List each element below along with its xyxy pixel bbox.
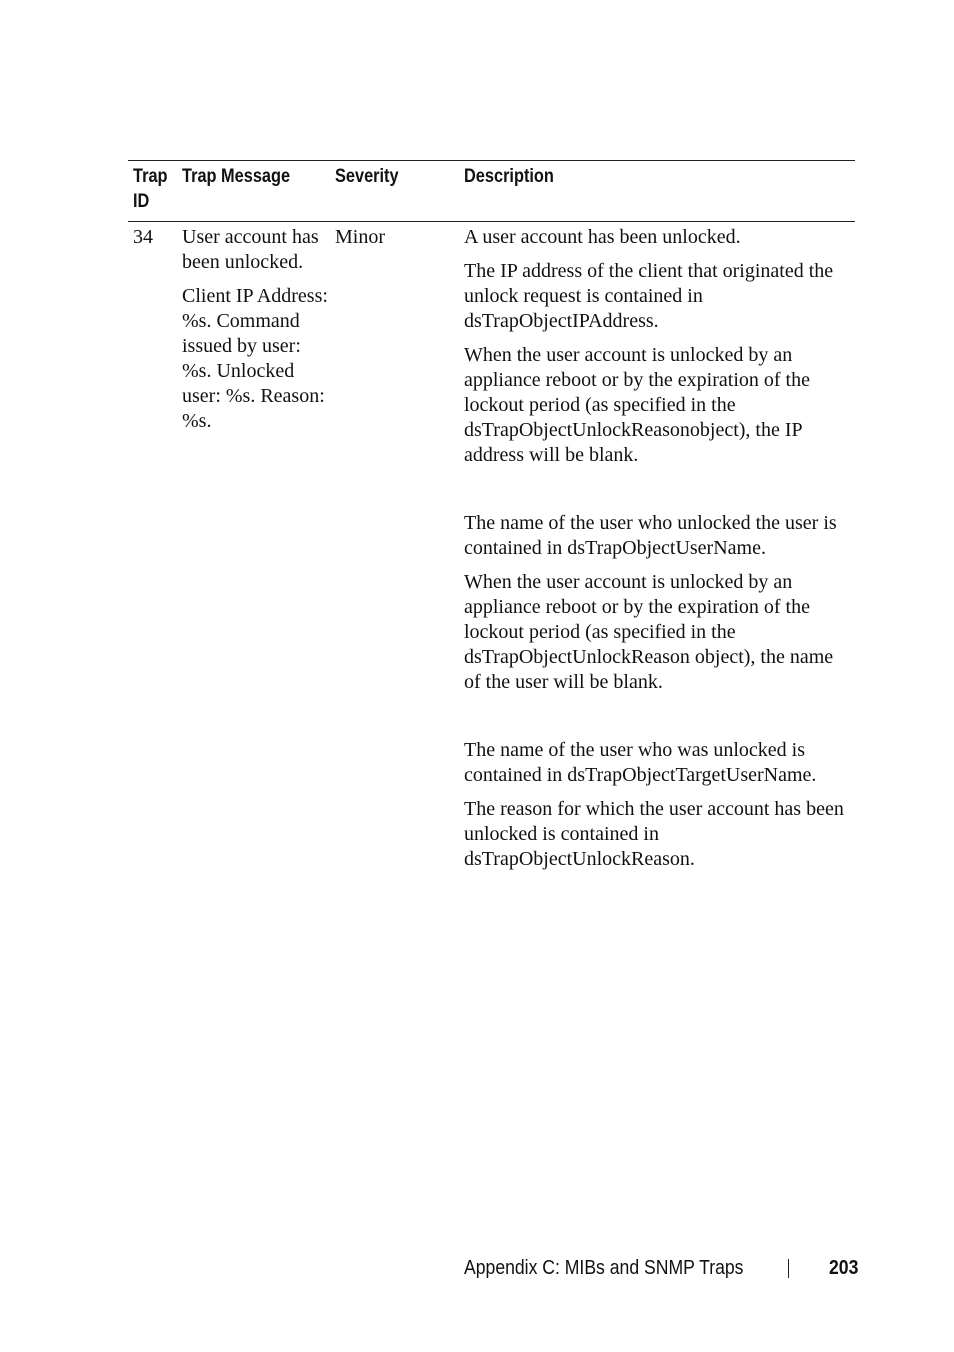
header-description: Description — [464, 166, 554, 187]
footer-section-title: Appendix C: MIBs and SNMP Traps — [464, 1257, 744, 1279]
cell-description — [464, 225, 849, 881]
description-paragraph: A user account has been unlocked. — [464, 226, 741, 248]
description-paragraph: The name of the user who was unlocked is contained in dsTrapObjectTargetUserName. — [464, 739, 817, 786]
footer-separator — [788, 1259, 789, 1278]
header-trap-message: Trap Message — [182, 166, 291, 187]
trap-message-line: User account has been unlocked. — [182, 226, 319, 273]
trap-message-line: Client IP Address: %s. Command issued by user: %s. Unlocked user: %s. Reason: %s. — [182, 285, 328, 432]
table-top-rule — [128, 160, 855, 161]
table-header-rule — [128, 221, 855, 222]
description-paragraph: The name of the user who unlocked the user is contained in dsTrapObjectUserName. — [464, 512, 837, 559]
header-trap-id: Trap ID — [133, 166, 168, 212]
description-paragraph: When the user account is unlocked by an appliance reboot or by the expiration of the lockout period (as specified in the dsTrapObjectUnlockReason object), the name of the user will be blank. — [464, 571, 834, 693]
cell-severity: Minor — [335, 226, 385, 248]
description-paragraph: When the user account is unlocked by an appliance reboot or by the expiration of the lockout period (as specified in the dsTrapObjectUnlockReasonobject), the IP address will be blank. — [464, 344, 810, 466]
cell-trap-message — [182, 225, 330, 434]
cell-trap-id: 34 — [133, 226, 153, 248]
header-severity: Severity — [335, 166, 399, 187]
description-paragraph: The IP address of the client that originated the unlock request is contained in dsTrapObjectIPAddress. — [464, 260, 834, 332]
description-paragraph: The reason for which the user account has been unlocked is contained in dsTrapObjectUnlockReason. — [464, 798, 844, 870]
page-number: 203 — [829, 1257, 859, 1279]
